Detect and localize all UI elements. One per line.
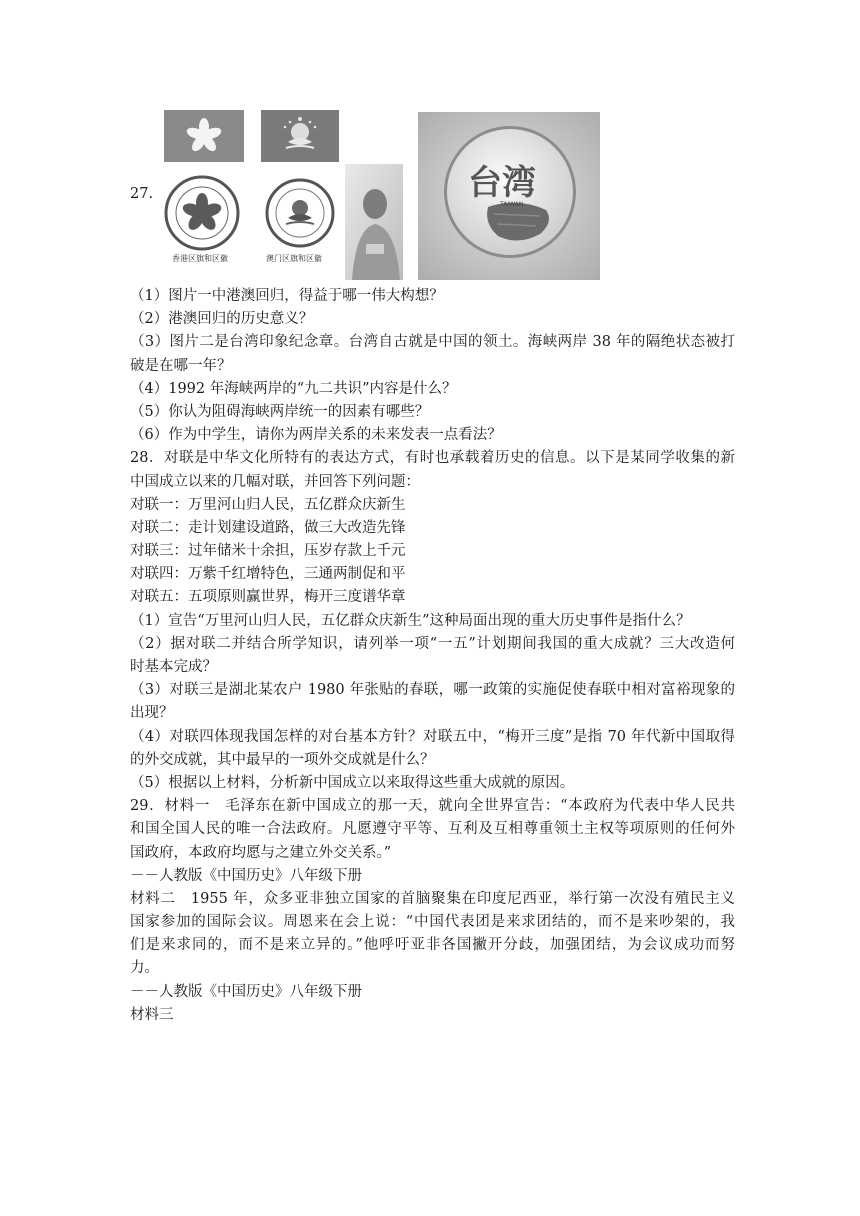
taiwan-badge-text: 台湾 — [468, 163, 536, 203]
text-line: （5）根据以上材料，分析新中国成立以来取得这些重大成就的原因。 — [130, 774, 575, 791]
text-line: 时基本完成？ — [130, 659, 217, 675]
text-line: 出现？ — [130, 705, 174, 722]
text-line: 对联二：走计划建设道路，做三大改造先锋 — [130, 519, 406, 536]
text-line: 28．对联是中华文化所特有的表达方式，有时也承载着历史的信息。以下是某同学收集的新 — [130, 450, 735, 467]
taiwan-badge-image — [418, 112, 600, 280]
hk-emblem-caption: 香港区旗和区徽 — [172, 254, 228, 263]
text-line: 的外交成就，其中最早的一项外交成就是什么？ — [130, 751, 435, 768]
hk-macau-flags-emblems-image — [160, 104, 403, 280]
question-27-number: 27. — [130, 186, 154, 202]
text-line: 材料三 — [130, 1006, 174, 1023]
text-line: 对联五：五项原则赢世界，梅开三度谱华章 — [130, 589, 406, 606]
text-line: （6）作为中学生，请你为两岸关系的未来发表一点看法？ — [130, 427, 502, 444]
hk-emblem — [166, 177, 238, 249]
text-line: 和国全国人民的唯一合法政府。凡愿遵守平等、互利及互相尊重领土主权等项原则的任何外 — [130, 821, 735, 838]
text-line: （2）港澳回归的历史意义？ — [130, 311, 314, 328]
text-line: 材料二 1955 年，众多亚非独立国家的首脑聚集在印度尼西亚，举行第一次没有殖民主义 — [130, 890, 735, 907]
text-line: （5）你认为阻碍海峡两岸统一的因素有哪些？ — [130, 403, 430, 420]
text-line: 破是在哪一年？ — [130, 357, 232, 374]
text-line: （2）据对联二并结合所学知识，请列举一项“一五”计划期间我国的重大成就？三大改造何 — [130, 635, 735, 652]
taiwan-badge-subtext: TAIWAN — [500, 201, 524, 208]
macau-emblem-caption: 澳门区旗和区徽 — [266, 254, 322, 263]
text-line: 们是来求同的，而不是来立异的。”他呼吁亚非各国撇开分歧，加强团结，为会议成功而努 — [130, 937, 735, 954]
text-line: －－人教版《中国历史》八年级下册 — [130, 983, 362, 1000]
hk-flag — [164, 110, 244, 162]
text-line: 力。 — [130, 960, 159, 977]
text-line: 中国成立以来的几幅对联，并回答下列问题： — [130, 473, 420, 490]
text-line: （1）宣告“万里河山归人民，五亿群众庆新生”这种局面出现的重大历史事件是指什么？ — [130, 612, 691, 629]
macau-emblem — [267, 180, 333, 246]
text-line: 国政府，本政府均愿与之建立外交关系。” — [130, 844, 392, 861]
text-line: （3）图片二是台湾印象纪念章。台湾自古就是中国的领土。海峡两岸 38 年的隔绝状态被打 — [130, 334, 735, 351]
text-line: －－人教版《中国历史》八年级下册 — [130, 867, 362, 884]
macau-flag — [261, 110, 339, 162]
text-line: 29．材料一 毛泽东在新中国成立的那一天，就向全世界宣告：“本政府为代表中华人民共 — [130, 798, 735, 815]
text-line: 对联四：万紫千红增特色，三通两制促和平 — [130, 566, 406, 583]
text-line: 对联一：万里河山归人民，五亿群众庆新生 — [130, 496, 406, 513]
text-line: （4）对联四体现我国怎样的对台基本方针？对联五中，“梅开三度”是指 70 年代新中国取得 — [130, 728, 735, 745]
text-line: （3）对联三是湖北某农户 1980 年张贴的春联，哪一政策的实施促使春联中相对富裕现象的 — [130, 682, 735, 699]
question-text-block — [130, 285, 735, 1027]
text-line: 国家参加的国际会议。周恩来在会上说：“中国代表团是来求团结的，而不是来吵架的，我 — [130, 914, 735, 931]
text-line: 对联三：过年储米十余担，压岁存款上千元 — [130, 543, 406, 560]
text-line: （4）1992 年海峡两岸的“九二共识”内容是什么？ — [130, 380, 457, 397]
text-line: （1）图片一中港澳回归，得益于哪一伟大构想？ — [130, 288, 444, 304]
